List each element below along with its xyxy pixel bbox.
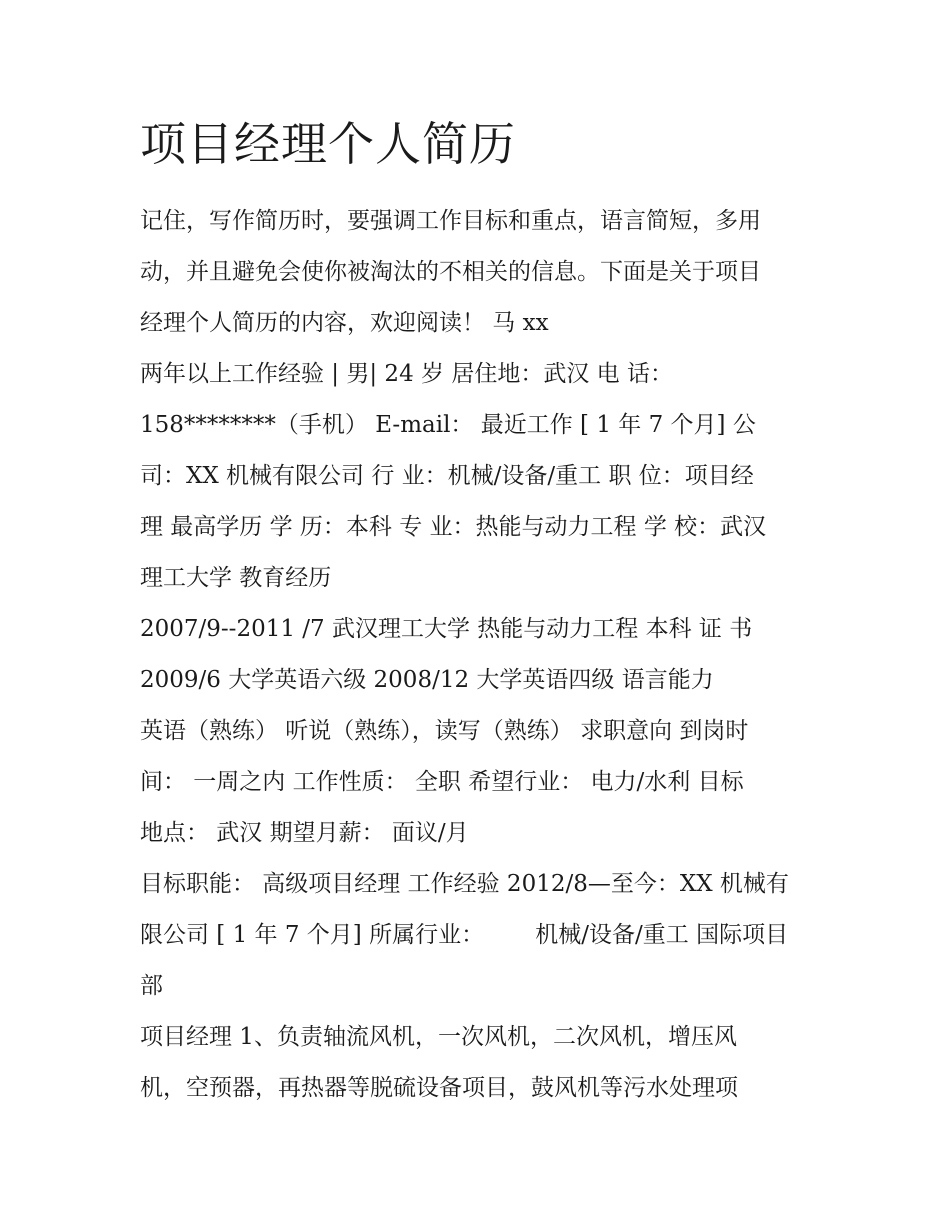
body-line: 地点： 武汉 期望月薪： 面议/月 bbox=[140, 820, 469, 846]
body-line: 2009/6 大学英语六级 2008/12 大学英语四级 语言能力 bbox=[140, 667, 714, 693]
body-line: 动，并且避免会使你被淘汰的不相关的信息。下面是关于项目 bbox=[140, 259, 761, 285]
body-line: 机，空预器，再热器等脱硫设备项目，鼓风机等污水处理项 bbox=[140, 1075, 738, 1101]
body-line: 158********（手机） E-mail： 最近工作 [ 1 年 7 个月] 公 bbox=[140, 412, 756, 438]
body-line: 理工大学 教育经历 bbox=[140, 565, 332, 591]
body-line: 2007/9--2011 /7 武汉理工大学 热能与动力工程 本科 证 书 bbox=[140, 616, 753, 642]
body-line: 英语（熟练） 听说（熟练），读写（熟练） 求职意向 到岗时 bbox=[140, 718, 749, 744]
document-title: 项目经理个人简历 bbox=[140, 117, 516, 171]
body-line: 目标职能： 高级项目经理 工作经验 2012/8—至今：XX 机械有 bbox=[140, 871, 789, 897]
body-line: 部 bbox=[140, 973, 163, 999]
body-line: 项目经理 1、负责轴流风机，一次风机，二次风机，增压风 bbox=[140, 1024, 737, 1050]
body-line: 限公司 [ 1 年 7 个月] 所属行业： 机械/设备/重工 国际项目 bbox=[140, 922, 789, 948]
body-line: 司：XX 机械有限公司 行 业：机械/设备/重工 职 位：项目经 bbox=[140, 463, 754, 489]
body-line: 记住，写作简历时，要强调工作目标和重点，语言简短，多用 bbox=[140, 208, 761, 234]
body-line: 间： 一周之内 工作性质： 全职 希望行业： 电力/水利 目标 bbox=[140, 769, 744, 795]
body-line: 两年以上工作经验 | 男| 24 岁 居住地：武汉 电 话： bbox=[140, 361, 673, 387]
body-line: 理 最高学历 学 历：本科 专 业：热能与动力工程 学 校：武汉 bbox=[140, 514, 767, 540]
body-line: 经理个人简历的内容，欢迎阅读！ 马 xx bbox=[140, 310, 549, 336]
